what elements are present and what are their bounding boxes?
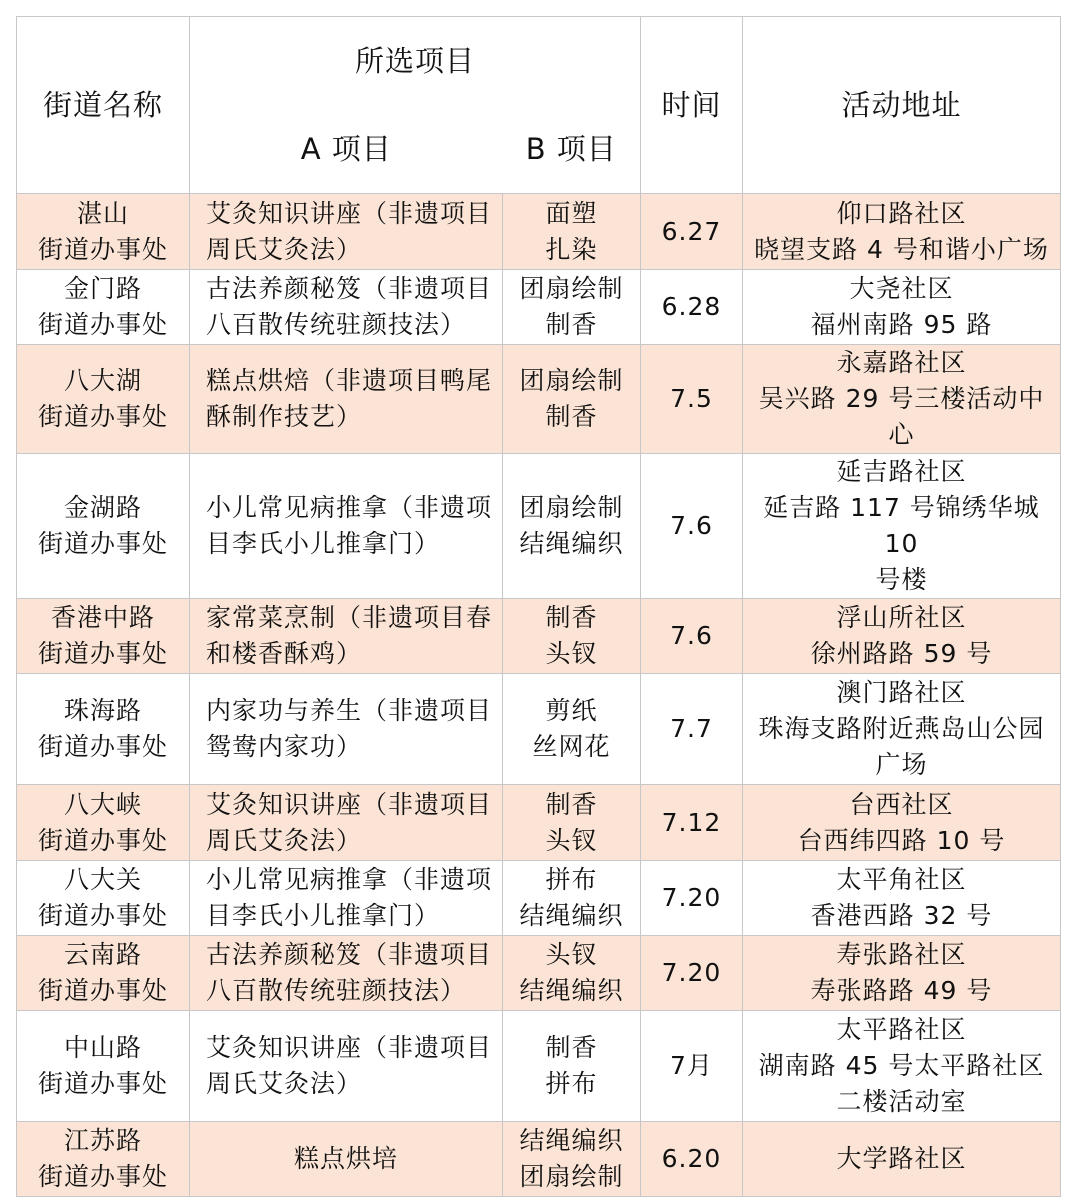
time-cell — [641, 785, 743, 861]
a-project-cell-line: 古法养颜秘笈（非遗项目 — [206, 940, 493, 969]
time-cell — [641, 599, 743, 674]
table-row — [17, 1011, 1061, 1122]
street-cell-line: 街道办事处 — [37, 825, 168, 855]
table-row — [17, 936, 1061, 1011]
b-project-cell-line: 制香 — [545, 402, 598, 431]
street-cell-line: 中山路 — [63, 1033, 142, 1062]
address-cell-line: 晓望支路 4 号和谐小广场 — [754, 234, 1049, 264]
street-cell — [17, 1011, 190, 1122]
time-cell — [641, 1122, 743, 1197]
a-project-cell — [190, 345, 503, 454]
a-project-cell — [190, 1122, 503, 1197]
a-project-cell — [190, 270, 503, 345]
table-row — [17, 674, 1061, 785]
a-project-cell-line: 周氏艾灸法） — [206, 1069, 363, 1098]
address-cell — [743, 194, 1061, 270]
b-project-cell-line: 团扇绘制 — [519, 274, 624, 303]
address-cell-line: 延吉路社区 — [836, 457, 967, 486]
b-project-cell — [503, 674, 641, 785]
table-row — [17, 454, 1061, 599]
street-cell — [17, 936, 190, 1011]
a-project-cell-line: 古法养颜秘笈（非遗项目 — [206, 274, 493, 303]
address-cell-line: 太平路社区 — [836, 1015, 967, 1044]
a-project-cell-line: 糕点烘焙（非遗项目鸭尾 — [206, 366, 493, 395]
b-project-cell-line: 结绳编织 — [519, 976, 624, 1005]
time-cell-line: 7.5 — [670, 384, 713, 413]
time-cell-line: 7.6 — [670, 621, 713, 650]
time-cell — [641, 1011, 743, 1122]
b-project-cell-line: 扎染 — [545, 234, 598, 264]
b-project-cell-line: 制香 — [545, 789, 598, 819]
street-cell-line: 云南路 — [63, 940, 142, 969]
b-project-cell-line: 拼布 — [545, 865, 598, 894]
b-project-cell-line: 制香 — [545, 603, 598, 632]
address-cell-line: 仰口路社区 — [836, 198, 967, 228]
time-cell-line: 6.28 — [661, 292, 722, 321]
street-cell-line: 街道办事处 — [37, 976, 168, 1005]
time-cell — [641, 454, 743, 599]
b-project-cell — [503, 345, 641, 454]
address-cell-line: 香港西路 32 号 — [810, 901, 993, 930]
header-b-project: B 项目 — [503, 105, 641, 194]
time-cell-line: 7.7 — [670, 714, 713, 743]
b-project-cell-line: 结绳编织 — [519, 1126, 624, 1155]
table-body — [17, 194, 1061, 1197]
street-cell — [17, 861, 190, 936]
table-row — [17, 270, 1061, 345]
address-cell-line: 澳门路社区 — [836, 678, 967, 707]
a-project-cell-line: 目李氏小儿推拿门） — [206, 529, 441, 558]
header-selected-projects: 所选项目 — [190, 17, 641, 106]
street-cell-line: 湛山 — [76, 198, 129, 228]
a-project-cell-line: 家常菜烹制（非遗项目春 — [206, 603, 493, 632]
time-cell — [641, 936, 743, 1011]
address-cell-line: 湖南路 45 号太平路社区 — [758, 1051, 1045, 1080]
time-cell — [641, 861, 743, 936]
b-project-cell-line: 团扇绘制 — [519, 493, 624, 522]
street-cell-line: 街道办事处 — [37, 1162, 168, 1191]
a-project-cell — [190, 936, 503, 1011]
address-cell-line: 寿张路路 49 号 — [810, 976, 993, 1005]
street-cell — [17, 674, 190, 785]
time-cell — [641, 674, 743, 785]
a-project-cell-line: 艾灸知识讲座（非遗项目 — [206, 789, 493, 819]
b-project-cell-line: 面塑 — [545, 198, 598, 228]
address-cell — [743, 270, 1061, 345]
a-project-cell-line: 小儿常见病推拿（非遗项 — [206, 865, 493, 894]
street-cell-line: 珠海路 — [63, 696, 142, 725]
street-cell — [17, 194, 190, 270]
a-project-cell-line: 目李氏小儿推拿门） — [206, 901, 441, 930]
address-cell — [743, 674, 1061, 785]
a-project-cell-line: 糕点烘培 — [293, 1144, 398, 1173]
table-row — [17, 785, 1061, 861]
b-project-cell — [503, 270, 641, 345]
address-cell — [743, 1011, 1061, 1122]
address-cell-line: 珠海支路附近燕岛山公园 — [758, 714, 1045, 743]
b-project-cell-line: 丝网花 — [532, 732, 611, 761]
a-project-cell-line: 和楼香酥鸡） — [206, 639, 363, 668]
street-cell-line: 八大关 — [63, 865, 142, 894]
address-cell-line: 吴兴路 29 号三楼活动中心 — [758, 384, 1045, 449]
address-cell-line: 浮山所社区 — [836, 603, 967, 632]
address-cell-line: 大尧社区 — [849, 274, 954, 303]
b-project-cell — [503, 861, 641, 936]
street-cell-line: 八大峡 — [63, 789, 142, 819]
address-cell — [743, 861, 1061, 936]
b-project-cell — [503, 194, 641, 270]
b-project-cell-line: 头钗 — [545, 940, 598, 969]
street-cell — [17, 345, 190, 454]
b-project-cell — [503, 1011, 641, 1122]
time-cell-line: 7.20 — [661, 883, 722, 912]
b-project-cell — [503, 599, 641, 674]
a-project-cell-line: 内家功与养生（非遗项目 — [206, 696, 493, 725]
b-project-cell-line: 团扇绘制 — [519, 1162, 624, 1191]
header-address: 活动地址 — [743, 17, 1061, 194]
a-project-cell-line: 周氏艾灸法） — [206, 234, 363, 264]
address-cell-line: 号楼 — [875, 565, 928, 594]
address-cell-line: 延吉路 117 号锦绣华城 10 — [763, 493, 1040, 558]
a-project-cell — [190, 454, 503, 599]
a-project-cell-line: 艾灸知识讲座（非遗项目 — [206, 1033, 493, 1062]
time-cell — [641, 345, 743, 454]
street-cell-line: 街道办事处 — [37, 310, 168, 339]
b-project-cell-line: 头钗 — [545, 825, 598, 855]
time-cell-line: 7.20 — [661, 958, 722, 987]
a-project-cell — [190, 194, 503, 270]
street-cell-line: 金门路 — [63, 274, 142, 303]
a-project-cell-line: 酥制作技艺） — [206, 402, 363, 431]
header-a-project: A 项目 — [190, 105, 503, 194]
address-cell — [743, 599, 1061, 674]
street-cell-line: 街道办事处 — [37, 234, 168, 264]
a-project-cell-line: 八百散传统驻颜技法） — [206, 310, 467, 339]
table-row — [17, 1122, 1061, 1197]
time-cell-line: 7月 — [670, 1051, 713, 1080]
address-cell-line: 台西纬四路 10 号 — [797, 825, 1006, 855]
b-project-cell-line: 制香 — [545, 1033, 598, 1062]
street-cell — [17, 454, 190, 599]
b-project-cell — [503, 1122, 641, 1197]
address-cell-line: 永嘉路社区 — [836, 348, 967, 377]
address-cell — [743, 345, 1061, 454]
a-project-cell-line: 小儿常见病推拿（非遗项 — [206, 493, 493, 522]
street-cell — [17, 785, 190, 861]
b-project-cell — [503, 785, 641, 861]
a-project-cell-line: 周氏艾灸法） — [206, 825, 363, 855]
a-project-cell-line: 鸳鸯内家功） — [206, 732, 363, 761]
street-cell-line: 金湖路 — [63, 493, 142, 522]
b-project-cell-line: 拼布 — [545, 1069, 598, 1098]
street-cell-line: 街道办事处 — [37, 901, 168, 930]
address-cell-line: 广场 — [875, 750, 928, 779]
a-project-cell — [190, 861, 503, 936]
b-project-cell-line: 剪纸 — [545, 696, 598, 725]
table-row — [17, 861, 1061, 936]
b-project-cell-line: 团扇绘制 — [519, 366, 624, 395]
street-cell — [17, 270, 190, 345]
b-project-cell-line: 头钗 — [545, 639, 598, 668]
table-row — [17, 345, 1061, 454]
address-cell-line: 太平角社区 — [836, 865, 967, 894]
table-row — [17, 599, 1061, 674]
header-street: 街道名称 — [17, 17, 190, 194]
street-cell-line: 街道办事处 — [37, 1069, 168, 1098]
address-cell-line: 寿张路社区 — [836, 940, 967, 969]
street-cell-line: 街道办事处 — [37, 402, 168, 431]
address-cell-line: 大学路社区 — [836, 1144, 967, 1173]
a-project-cell — [190, 674, 503, 785]
address-cell-line: 福州南路 95 路 — [810, 310, 993, 339]
b-project-cell-line: 结绳编织 — [519, 529, 624, 558]
a-project-cell-line: 艾灸知识讲座（非遗项目 — [206, 198, 493, 228]
time-cell-line: 6.27 — [661, 216, 722, 246]
a-project-cell — [190, 1011, 503, 1122]
time-cell-line: 7.12 — [661, 807, 722, 837]
activity-table-wrapper — [16, 16, 1061, 1197]
address-cell — [743, 1122, 1061, 1197]
street-cell-line: 街道办事处 — [37, 639, 168, 668]
b-project-cell — [503, 454, 641, 599]
b-project-cell-line: 结绳编织 — [519, 901, 624, 930]
time-cell — [641, 270, 743, 345]
street-cell-line: 江苏路 — [63, 1126, 142, 1155]
street-cell — [17, 1122, 190, 1197]
header-time: 时间 — [641, 17, 743, 194]
address-cell-line: 徐州路路 59 号 — [810, 639, 993, 668]
a-project-cell-line: 八百散传统驻颜技法） — [206, 976, 467, 1005]
time-cell — [641, 194, 743, 270]
address-cell-line: 二楼活动室 — [836, 1087, 967, 1116]
a-project-cell — [190, 599, 503, 674]
address-cell-line: 台西社区 — [849, 789, 954, 819]
street-cell-line: 街道办事处 — [37, 529, 168, 558]
b-project-cell — [503, 936, 641, 1011]
street-cell — [17, 599, 190, 674]
time-cell-line: 7.6 — [670, 511, 713, 540]
street-cell-line: 香港中路 — [50, 603, 155, 632]
a-project-cell — [190, 785, 503, 861]
table-row — [17, 194, 1061, 270]
activity-table — [16, 16, 1061, 1197]
address-cell — [743, 454, 1061, 599]
b-project-cell-line: 制香 — [545, 310, 598, 339]
street-cell-line: 八大湖 — [63, 366, 142, 395]
address-cell — [743, 785, 1061, 861]
address-cell — [743, 936, 1061, 1011]
time-cell-line: 6.20 — [661, 1144, 722, 1173]
street-cell-line: 街道办事处 — [37, 732, 168, 761]
